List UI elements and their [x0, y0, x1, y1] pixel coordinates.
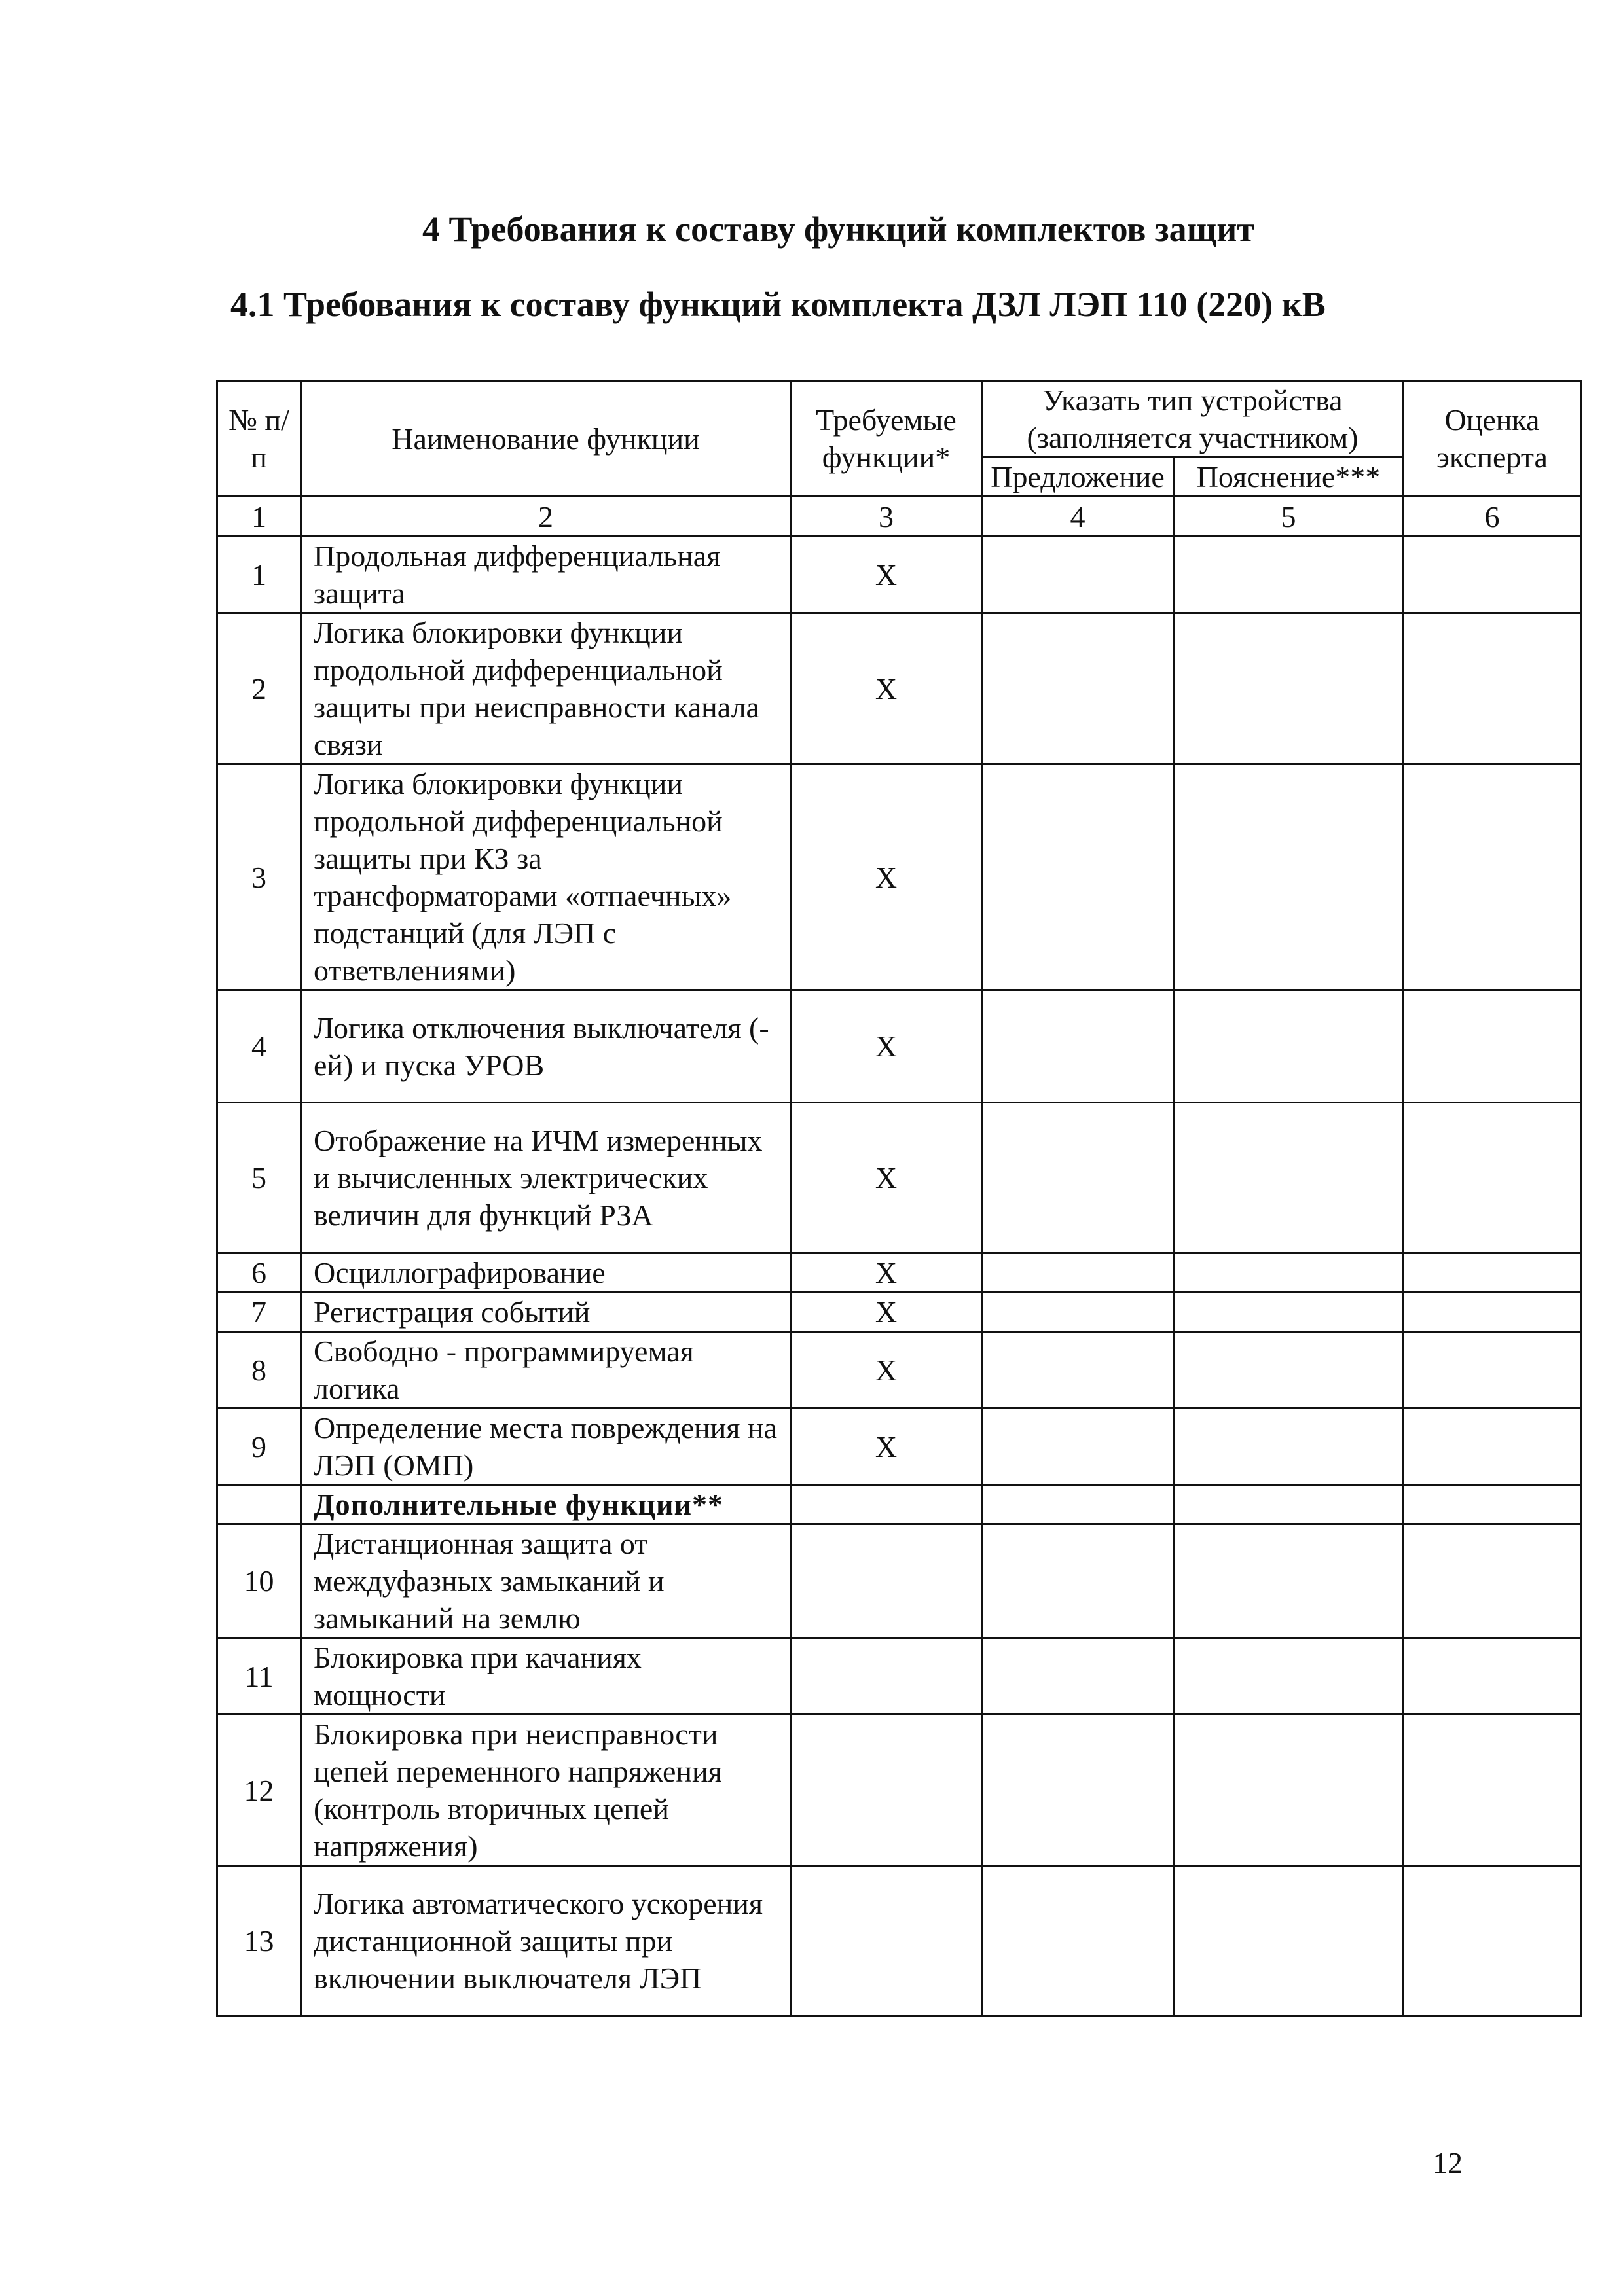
table-row — [217, 1638, 1581, 1715]
table-row — [217, 1332, 1581, 1408]
header-required: Требуемые функции* — [791, 381, 982, 497]
row-expert-cell[interactable] — [1404, 1715, 1581, 1866]
row-num: 3 — [217, 764, 301, 990]
row-required-mark: X — [791, 1332, 982, 1408]
header-explanation: Пояснение*** — [1174, 457, 1404, 497]
row-expert-cell[interactable] — [1404, 1253, 1581, 1293]
row-required-mark: X — [791, 1103, 982, 1253]
row-expert-cell[interactable] — [1404, 1103, 1581, 1253]
header-device-type: Указать тип устройства (заполняется участником) — [982, 381, 1404, 457]
table-row — [217, 1524, 1581, 1638]
row-function-name: Свободно - программируемая логика — [301, 1332, 791, 1408]
row-required-mark: X — [791, 1253, 982, 1293]
row-expert-cell[interactable] — [1404, 613, 1581, 764]
header-expert: Оценка эксперта — [1404, 381, 1581, 497]
row-proposal-cell[interactable] — [982, 990, 1174, 1103]
functions-requirements-table — [216, 380, 1582, 2017]
row-required-mark: X — [791, 764, 982, 990]
row-required-mark[interactable] — [791, 1638, 982, 1715]
header-num: № п/п — [217, 381, 301, 497]
row-expert-cell[interactable] — [1404, 1638, 1581, 1715]
header-name: Наименование функции — [301, 381, 791, 497]
row-explanation-cell[interactable] — [1174, 613, 1404, 764]
row-function-name: Продольная дифференциальная защита — [301, 537, 791, 613]
row-num: 8 — [217, 1332, 301, 1408]
row-num: 13 — [217, 1866, 301, 2017]
row-expert-cell[interactable] — [1404, 1293, 1581, 1332]
row-explanation-cell[interactable] — [1174, 1293, 1404, 1332]
section-empty-cell — [791, 1485, 982, 1524]
row-explanation-cell[interactable] — [1174, 1408, 1404, 1485]
table-row — [217, 764, 1581, 990]
row-explanation-cell[interactable] — [1174, 1866, 1404, 2017]
row-proposal-cell[interactable] — [982, 1638, 1174, 1715]
row-num: 1 — [217, 537, 301, 613]
row-required-mark[interactable] — [791, 1715, 982, 1866]
row-explanation-cell[interactable] — [1174, 1715, 1404, 1866]
row-expert-cell[interactable] — [1404, 537, 1581, 613]
row-function-name: Логика блокировки функции продольной дифференциальной защиты при КЗ за трансформаторами «отпаечных» подстанций (для ЛЭП с ответвлениями) — [301, 764, 791, 990]
table-row — [217, 1408, 1581, 1485]
row-expert-cell[interactable] — [1404, 1524, 1581, 1638]
row-num: 7 — [217, 1293, 301, 1332]
row-num: 4 — [217, 990, 301, 1103]
table-row — [217, 1293, 1581, 1332]
column-number: 6 — [1404, 497, 1581, 537]
section-row — [217, 1485, 1581, 1524]
row-proposal-cell[interactable] — [982, 1332, 1174, 1408]
table-row — [217, 1866, 1581, 2017]
row-explanation-cell[interactable] — [1174, 1638, 1404, 1715]
row-expert-cell[interactable] — [1404, 1332, 1581, 1408]
row-num: 12 — [217, 1715, 301, 1866]
row-required-mark: X — [791, 990, 982, 1103]
row-proposal-cell[interactable] — [982, 1524, 1174, 1638]
table-row — [217, 1253, 1581, 1293]
section-empty-cell — [982, 1485, 1174, 1524]
row-num: 5 — [217, 1103, 301, 1253]
section-empty-cell — [1404, 1485, 1581, 1524]
table-row — [217, 613, 1581, 764]
row-required-mark: X — [791, 537, 982, 613]
table-row — [217, 1103, 1581, 1253]
subsection-heading: 4.1 Требования к составу функций комплекта ДЗЛ ЛЭП 110 (220) кВ — [230, 285, 1326, 324]
column-number-row — [217, 497, 1581, 537]
row-proposal-cell[interactable] — [982, 1293, 1174, 1332]
row-proposal-cell[interactable] — [982, 1408, 1174, 1485]
row-explanation-cell[interactable] — [1174, 1253, 1404, 1293]
row-required-mark[interactable] — [791, 1866, 982, 2017]
table-row — [217, 537, 1581, 613]
column-number: 2 — [301, 497, 791, 537]
row-explanation-cell[interactable] — [1174, 1332, 1404, 1408]
row-function-name: Блокировка при неисправности цепей переменного напряжения (контроль вторичных цепей напряжения) — [301, 1715, 791, 1866]
column-number: 5 — [1174, 497, 1404, 537]
row-expert-cell[interactable] — [1404, 1408, 1581, 1485]
row-function-name: Логика отключения выключателя (-ей) и пуска УРОВ — [301, 990, 791, 1103]
row-expert-cell[interactable] — [1404, 990, 1581, 1103]
row-num: 6 — [217, 1253, 301, 1293]
row-required-mark: X — [791, 1293, 982, 1332]
header-proposal: Предложение — [982, 457, 1174, 497]
section-empty-cell — [1174, 1485, 1404, 1524]
column-number: 4 — [982, 497, 1174, 537]
row-proposal-cell[interactable] — [982, 764, 1174, 990]
row-proposal-cell[interactable] — [982, 1715, 1174, 1866]
row-explanation-cell[interactable] — [1174, 537, 1404, 613]
row-function-name: Дистанционная защита от междуфазных замыканий и замыканий на землю — [301, 1524, 791, 1638]
row-proposal-cell[interactable] — [982, 1253, 1174, 1293]
table-row — [217, 990, 1581, 1103]
row-function-name: Осциллографирование — [301, 1253, 791, 1293]
row-function-name: Логика блокировки функции продольной дифференциальной защиты при неисправности канала связи — [301, 613, 791, 764]
row-function-name: Логика автоматического ускорения дистанционной защиты при включении выключателя ЛЭП — [301, 1866, 791, 2017]
row-num: 11 — [217, 1638, 301, 1715]
column-number: 1 — [217, 497, 301, 537]
row-function-name: Определение места повреждения на ЛЭП (ОМП) — [301, 1408, 791, 1485]
page-number: 12 — [1432, 2146, 1463, 2179]
row-proposal-cell[interactable] — [982, 613, 1174, 764]
row-proposal-cell[interactable] — [982, 1866, 1174, 2017]
row-explanation-cell[interactable] — [1174, 1103, 1404, 1253]
row-explanation-cell[interactable] — [1174, 764, 1404, 990]
row-function-name: Блокировка при качаниях мощности — [301, 1638, 791, 1715]
row-required-mark[interactable] — [791, 1524, 982, 1638]
row-function-name: Регистрация событий — [301, 1293, 791, 1332]
row-expert-cell[interactable] — [1404, 1866, 1581, 2017]
row-explanation-cell[interactable] — [1174, 1524, 1404, 1638]
row-num: 2 — [217, 613, 301, 764]
row-explanation-cell[interactable] — [1174, 990, 1404, 1103]
column-number: 3 — [791, 497, 982, 537]
row-num: 10 — [217, 1524, 301, 1638]
row-num: 9 — [217, 1408, 301, 1485]
row-required-mark: X — [791, 613, 982, 764]
table-row — [217, 1715, 1581, 1866]
row-required-mark: X — [791, 1408, 982, 1485]
row-function-name: Отображение на ИЧМ измеренных и вычисленных электрических величин для функций РЗА — [301, 1103, 791, 1253]
section-num-cell — [217, 1485, 301, 1524]
row-expert-cell[interactable] — [1404, 764, 1581, 990]
row-proposal-cell[interactable] — [982, 537, 1174, 613]
row-proposal-cell[interactable] — [982, 1103, 1174, 1253]
section-heading: 4 Требования к составу функций комплектов защит — [422, 209, 1254, 249]
section-title: Дополнительные функции** — [301, 1485, 791, 1524]
